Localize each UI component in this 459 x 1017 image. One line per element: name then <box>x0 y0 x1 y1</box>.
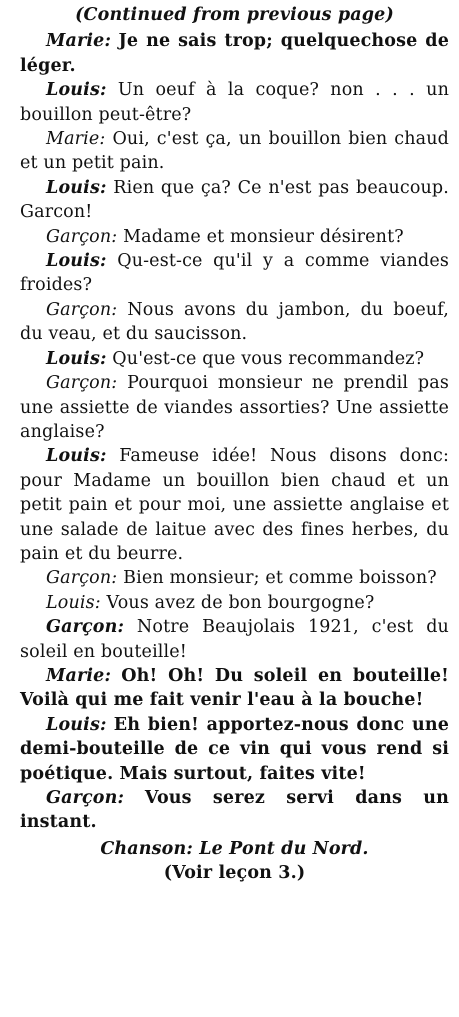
dialog-line <box>20 664 449 713</box>
footer <box>20 837 449 886</box>
speaker-name: Louis: <box>46 251 107 272</box>
dialog-text: Madame et monsieur désirent? <box>123 226 404 247</box>
speaker-name: Garçon: <box>46 788 125 808</box>
speaker-name: Louis: <box>46 592 101 613</box>
dialog-line <box>20 78 449 127</box>
speaker-name: Garçon: <box>46 617 125 638</box>
speaker-name: Garçon: <box>46 299 118 320</box>
speaker-name: Garçon: <box>46 373 118 394</box>
dialog-text: Je ne sais trop; quelquechose de léger. <box>20 31 449 76</box>
dialog-line <box>20 713 449 786</box>
dialog-text: Bien monsieur; et comme boisson? <box>123 568 437 589</box>
dialog-text: Pourquoi monsieur ne prendil pas une assiette de viandes assorties? Une assiette anglaise? <box>20 373 449 442</box>
dialog-line <box>20 29 449 78</box>
dialog-text: Oh! Oh! Du soleil en bouteille! Voilà qui me fait venir l'eau à la bouche! <box>20 665 449 711</box>
dialog-line <box>20 127 449 176</box>
dialog-line <box>20 371 449 444</box>
speaker-name: Louis: <box>46 714 107 735</box>
dialog-line <box>20 615 449 664</box>
dialog-line <box>20 225 449 249</box>
song-title: Chanson: Le Pont du Nord. <box>100 838 369 859</box>
dialog-line <box>20 249 449 298</box>
speaker-name: Louis: <box>46 348 107 369</box>
dialog-text: Qu'est-ce que vous recommandez? <box>112 348 425 369</box>
speaker-name: Louis: <box>46 446 107 467</box>
dialog-text: Eh bien! apportez-nous donc une demi-bouteille de ce vin qui vous rend si poétique. Mais surtout, faites vite! <box>20 714 450 784</box>
continued-header: (Continued from previous page) <box>75 5 394 25</box>
dialog-line <box>20 347 449 371</box>
speaker-name: Marie: <box>46 665 112 686</box>
dialog-text: Un oeuf à la coque? non . . . un bouillon peut-être? <box>20 80 450 125</box>
dialog-text: Fameuse idée! Nous disons donc: pour Madame un bouillon bien chaud et un petit pain et pour moi, une assiette anglaise et une salade de laitue avec des fines herbes, du pain et du beurre. <box>20 446 450 564</box>
dialog-line <box>20 566 449 590</box>
speaker-name: Marie: <box>46 31 112 52</box>
dialog-text: Qu-est-ce qu'il y a comme viandes froides? <box>20 251 449 296</box>
dialog-text: Vous avez de bon bourgogne? <box>106 592 375 613</box>
dialog-line <box>20 298 449 347</box>
dialog-text: Nous avons du jambon, du boeuf, du veau, et du saucisson. <box>20 299 449 345</box>
dialog-text: Notre Beaujolais 1921, c'est du soleil en bouteille! <box>20 617 449 662</box>
dialog-text: Vous serez servi dans un instant. <box>20 788 450 833</box>
lesson-reference: (Voir leçon 3.) <box>163 863 306 884</box>
speaker-name: Garçon: <box>46 568 118 589</box>
dialog-line <box>20 786 449 835</box>
speaker-name: Louis: <box>46 177 107 198</box>
dialog-line <box>20 591 449 615</box>
dialog-body <box>20 29 449 834</box>
dialog-line <box>20 176 449 225</box>
dialog-line <box>20 444 449 566</box>
dialog-text: Oui, c'est ça, un bouillon bien chaud et un petit pain. <box>20 129 449 174</box>
speaker-name: Garçon: <box>46 226 118 247</box>
dialog-text: Rien que ça? Ce n'est pas beaucoup. Garcon! <box>20 177 449 223</box>
speaker-name: Louis: <box>46 80 107 101</box>
speaker-name: Marie: <box>46 129 106 150</box>
